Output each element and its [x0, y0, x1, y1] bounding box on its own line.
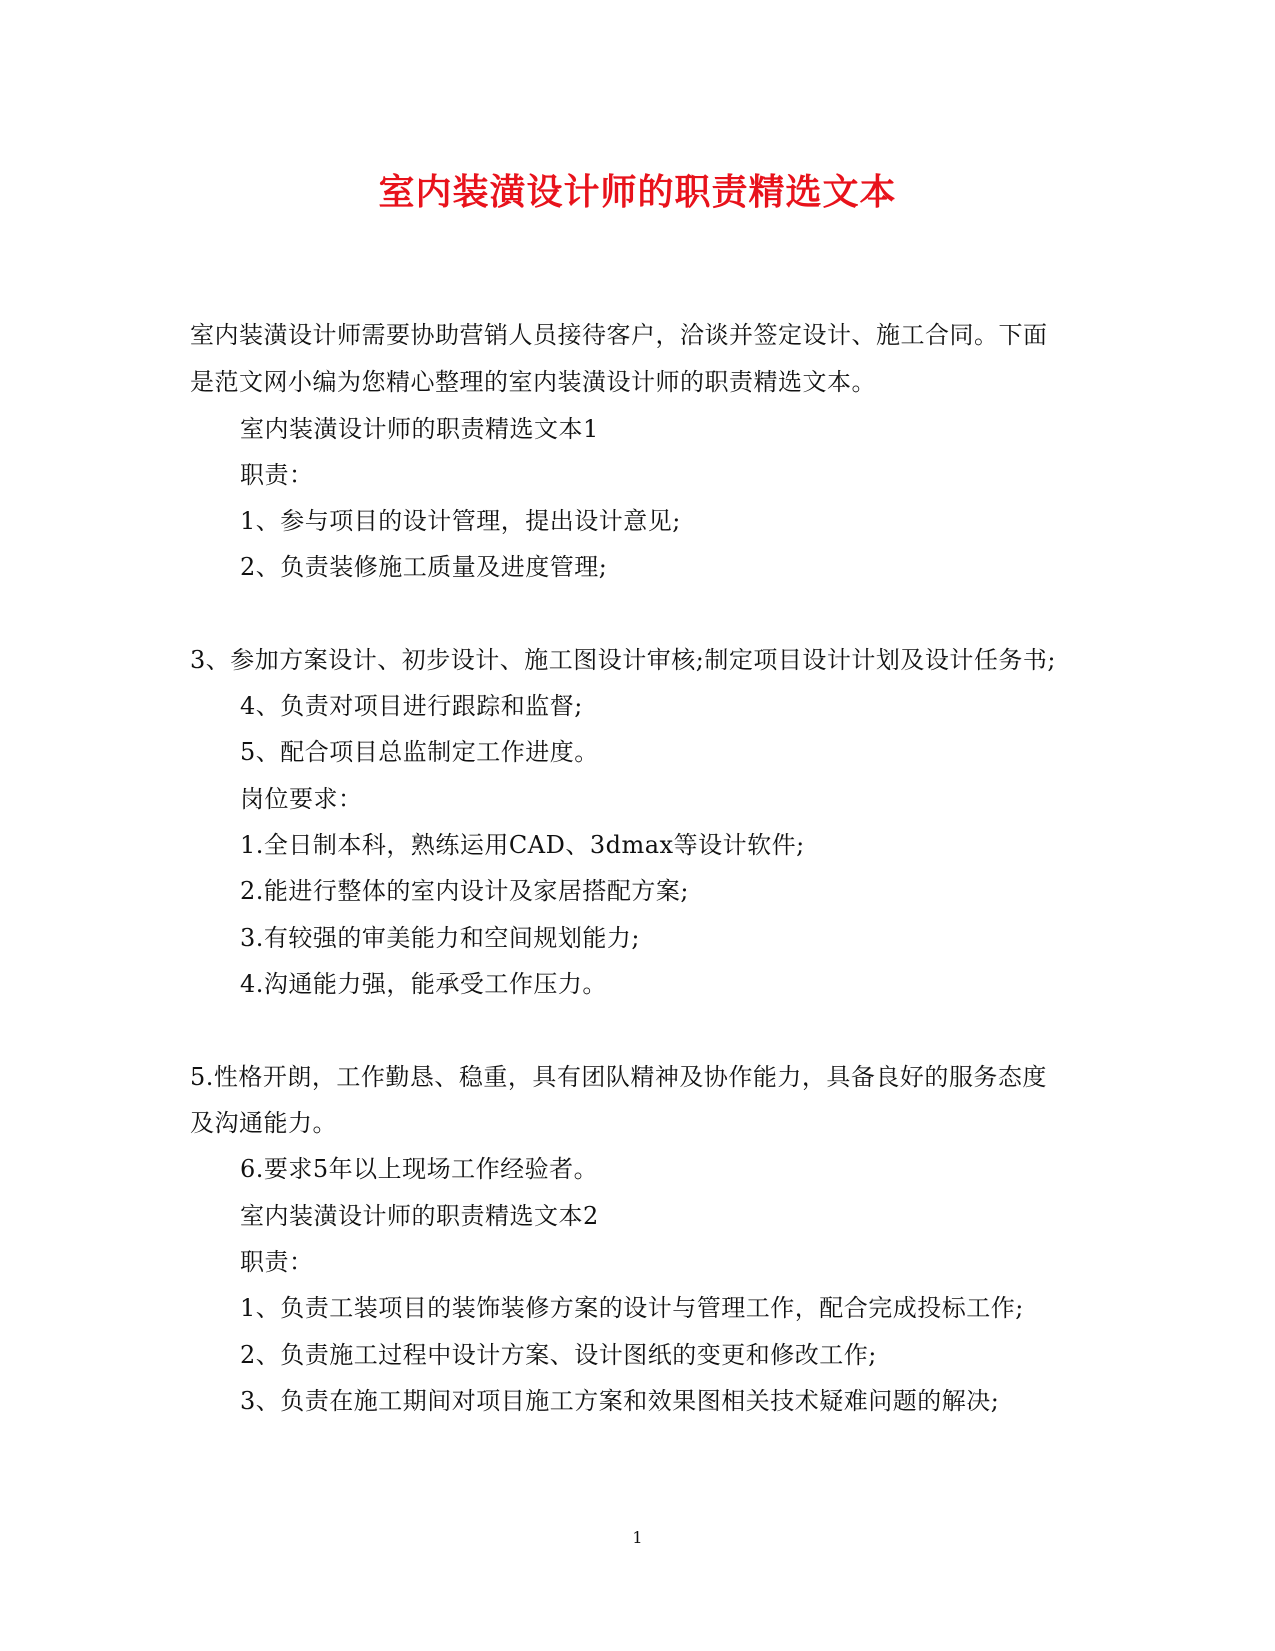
section1-requirement-3: 3.有较强的审美能力和空间规划能力;: [240, 924, 640, 952]
page-number: 1: [632, 1528, 643, 1547]
section1-requirement-2: 2.能进行整体的室内设计及家居搭配方案;: [240, 877, 689, 905]
section1-duty-4: 4、负责对项目进行跟踪和监督;: [240, 692, 583, 720]
section1-heading: 室内装潢设计师的职责精选文本1: [240, 415, 599, 443]
section1-requirement-6: 6.要求5年以上现场工作经验者。: [240, 1155, 599, 1183]
section1-requirement-5-line-1: 5.性格开朗，工作勤恳、稳重，具有团队精神及协作能力，具备良好的服务态度: [190, 1063, 1047, 1091]
section2-duty-1: 1、负责工装项目的装饰装修方案的设计与管理工作，配合完成投标工作;: [240, 1294, 1024, 1322]
section1-requirement-5-line-2: 及沟通能力。: [190, 1109, 337, 1137]
section1-duty-2: 2、负责装修施工质量及进度管理;: [240, 553, 608, 581]
intro-line-1: 室内装潢设计师需要协助营销人员接待客户，洽谈并签定设计、施工合同。下面: [190, 321, 1048, 349]
section2-duty-2: 2、负责施工过程中设计方案、设计图纸的变更和修改工作;: [240, 1341, 877, 1369]
section1-requirement-1: 1.全日制本科，熟练运用CAD、3dmax等设计软件;: [240, 831, 805, 859]
document-title: 室内装潢设计师的职责精选文本: [378, 171, 897, 213]
section1-requirements-label: 岗位要求：: [240, 785, 363, 813]
section2-heading: 室内装潢设计师的职责精选文本2: [240, 1202, 599, 1230]
section1-duty-3: 3、参加方案设计、初步设计、施工图设计审核;制定项目设计计划及设计任务书;: [190, 646, 1056, 674]
section2-duties-label: 职责：: [240, 1248, 314, 1276]
section1-requirement-4: 4.沟通能力强，能承受工作压力。: [240, 970, 607, 998]
section1-duty-1: 1、参与项目的设计管理，提出设计意见;: [240, 507, 681, 535]
section1-duties-label: 职责：: [240, 461, 314, 489]
section1-duty-5: 5、配合项目总监制定工作进度。: [240, 738, 599, 766]
intro-line-2: 是范文网小编为您精心整理的室内装潢设计师的职责精选文本。: [190, 368, 876, 396]
section2-duty-3: 3、负责在施工期间对项目施工方案和效果图相关技术疑难问题的解决;: [240, 1387, 1000, 1415]
